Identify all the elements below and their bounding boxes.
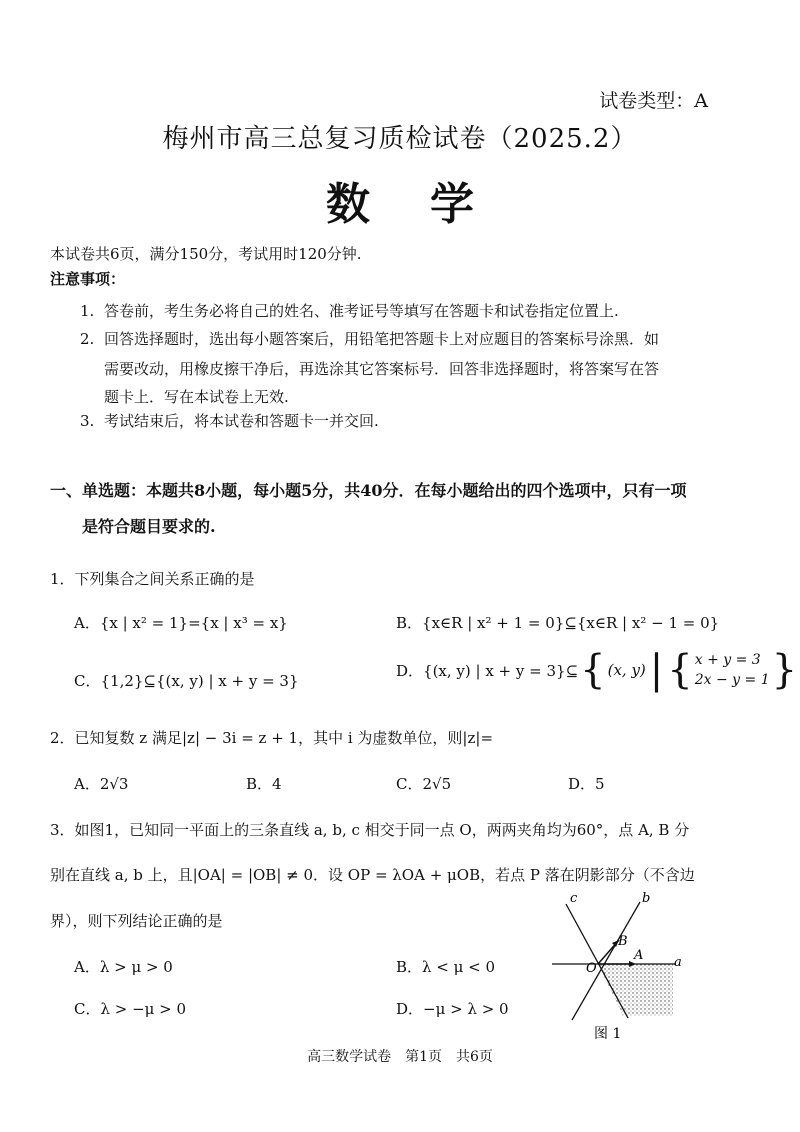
label-c: c [570,891,578,906]
set-separator: | [649,647,664,693]
question-2-option-d: D．5 [568,775,605,793]
notice-item-number: 3. [80,412,95,430]
question-2-option-b: B．4 [246,775,282,793]
label-point-a: A [634,948,644,963]
question-1-option-c: C．{1,2}⊆{(x, y) | x + y = 3} [74,672,299,690]
question-3-line-3: 界），则下列结论正确的是 [50,912,223,930]
question-2-stem: 2．已知复数 z 满足|z| − 3i = z + 1，其中 i 为虚数单位，则|z|= [50,729,494,747]
left-brace: { [580,647,606,693]
notice-item-number: 2. [80,330,95,348]
exam-title: 梅州市高三总复习质检试卷（2025.2） [162,124,638,154]
question-2-option-a: A．2√3 [74,775,129,793]
question-2-option-c: C．2√5 [396,775,452,793]
question-1-option-a: A．{x | x² = 1}={x | x³ = x} [74,614,288,632]
exam-intro: 本试卷共6页，满分150分，考试用时120分钟. [50,245,362,263]
section-heading-cont: 是符合题目要求的. [82,517,216,536]
question-3-line-1: 3．如图1，已知同一平面上的三条直线 a, b, c 相交于同一点 O，两两夹角均为60°，点 A, B 分 [50,821,690,839]
exam-type-label: 试卷类型：A [599,90,708,112]
notice-item-text: 考试结束后，将本试卷和答题卡一并交回. [104,412,379,430]
notice-item-2-cont-2: 题卡上．写在本试卷上无效. [104,388,289,406]
notice-heading: 注意事项： [50,270,126,288]
subject-heading: 数学 [326,179,534,230]
question-3-option-d: D．−μ > λ > 0 [396,1000,509,1018]
notice-item-2 [80,324,659,354]
label-b: b [642,891,651,906]
figure-1-diagram [548,888,688,1048]
shaded-region [598,964,673,1016]
notice-item-1 [80,296,619,326]
question-3-line-2: 别在直线 a, b 上，且|OA| = |OB| ≠ 0．设 OP = λOA + μOB，若点 P 落在阴影部分（不含边 [50,866,695,884]
line-c [566,904,628,1018]
equation-system [695,650,770,690]
page-footer: 高三数学试卷 第1页 共6页 [307,1049,493,1065]
option-d-prefix: D．{(x, y) | x + y = 3}⊆ [396,661,579,680]
question-3-option-c: C．λ > −μ > 0 [74,1000,187,1018]
notice-item-2-cont-1: 需要改动，用橡皮擦干净后，再选涂其它答案标号．回答非选择题时，将答案写在答 [104,360,660,378]
label-point-b: B [618,934,628,949]
notice-item-text: 回答选择题时，选出每小题答案后，用铅笔把答题卡上对应题目的答案标号涂黑．如 [104,330,660,348]
section-heading: 一、单选题：本题共8小题，每小题5分，共40分．在每小题给出的四个选项中，只有一项 [50,481,687,500]
notice-item-text: 答卷前，考生务必将自己的姓名、准考证号等填写在答题卡和试卷指定位置上. [104,302,619,320]
question-3-option-b: B．λ < μ < 0 [396,958,496,976]
notice-item-number: 1. [80,302,95,320]
notice-item-3 [80,406,379,436]
equation-2: 2x − y = 1 [694,672,770,688]
equation-1: x + y = 3 [694,652,761,668]
question-1-option-b: B．{x∈R | x² + 1 = 0}⊆{x∈R | x² − 1 = 0} [396,614,720,632]
option-d-set-element: (x, y) [607,661,646,679]
label-o: O [586,961,597,976]
option-d-set [578,647,799,693]
system-brace: { [667,647,693,693]
label-a: a [674,955,682,970]
question-1-stem: 1．下列集合之间关系正确的是 [50,570,255,588]
figure-caption: 图 1 [594,1026,622,1042]
right-brace: } [771,647,798,693]
question-1-option-d [396,647,799,693]
question-3-option-a: A．λ > μ > 0 [74,958,173,976]
